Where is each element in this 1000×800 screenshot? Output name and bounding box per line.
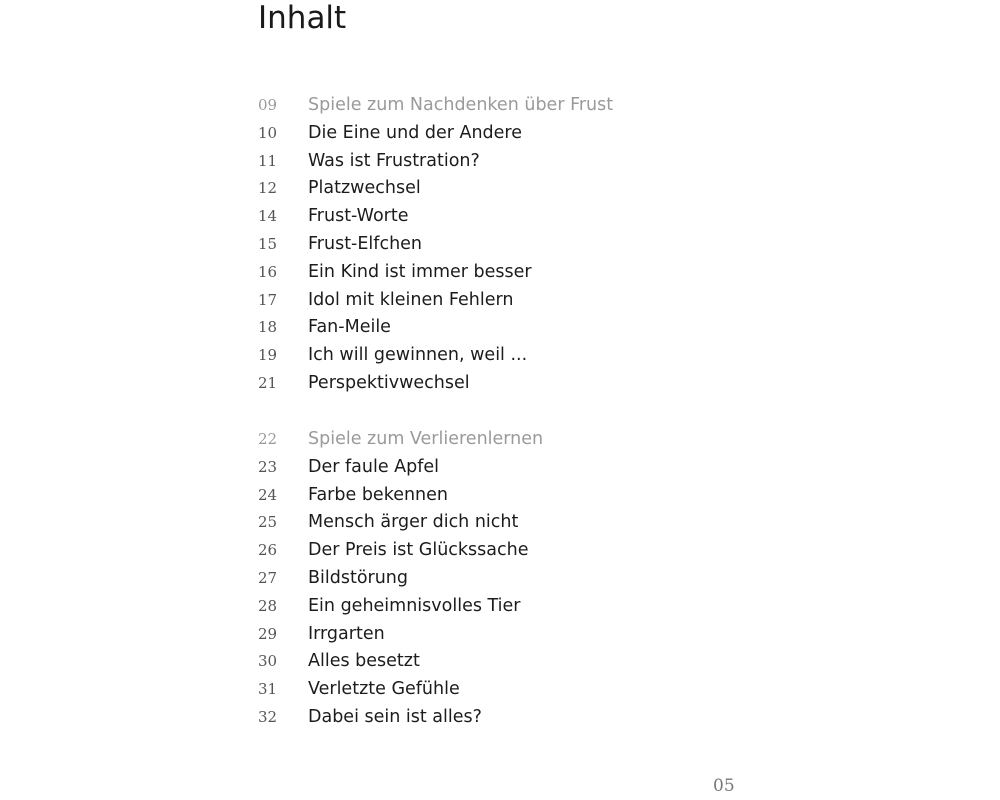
toc-page-number: 30 bbox=[258, 652, 278, 671]
toc-entry[interactable] bbox=[258, 259, 678, 287]
toc-page-number: 26 bbox=[258, 541, 278, 560]
toc-entry-title: Fan-Meile bbox=[308, 317, 391, 338]
toc-entry[interactable] bbox=[258, 203, 678, 231]
toc-entry[interactable] bbox=[258, 593, 678, 621]
toc-page-number: 11 bbox=[258, 151, 278, 170]
toc-entry[interactable] bbox=[258, 482, 678, 510]
toc-entry[interactable] bbox=[258, 370, 678, 398]
toc-entry[interactable] bbox=[258, 565, 678, 593]
toc-entry-title: Ein Kind ist immer besser bbox=[308, 261, 532, 282]
toc-entry[interactable] bbox=[258, 621, 678, 649]
toc-entry-title: Der faule Apfel bbox=[308, 456, 440, 477]
toc-entry-title: Dabei sein ist alles? bbox=[308, 706, 482, 727]
toc-entry-title: Was ist Frustration? bbox=[308, 150, 480, 171]
toc-page-number: 10 bbox=[258, 123, 278, 142]
toc-entry[interactable] bbox=[258, 287, 678, 315]
toc-page-number: 17 bbox=[258, 290, 278, 309]
toc-section-frust bbox=[258, 92, 678, 398]
toc-entry-title: Platzwechsel bbox=[308, 178, 421, 199]
toc-page-number: 29 bbox=[258, 624, 278, 643]
toc-entry-title: Farbe bekennen bbox=[308, 484, 449, 505]
toc-entry[interactable] bbox=[258, 509, 678, 537]
toc-page-number: 31 bbox=[258, 680, 278, 699]
toc-entry-title: Idol mit kleinen Fehlern bbox=[308, 289, 514, 310]
toc-heading-title: Spiele zum Nachdenken über Frust bbox=[308, 95, 614, 115]
toc-entry-title: Perspektivwechsel bbox=[308, 372, 470, 393]
toc-page-number: 25 bbox=[258, 513, 278, 532]
toc-page-number: 24 bbox=[258, 485, 278, 504]
toc-entry-title: Ich will gewinnen, weil ... bbox=[308, 345, 528, 366]
toc-entry-title: Bildstörung bbox=[308, 567, 409, 588]
toc-page-number: 12 bbox=[258, 179, 278, 198]
toc-entry[interactable] bbox=[258, 342, 678, 370]
toc-page-number: 16 bbox=[258, 262, 278, 281]
toc-entry-title: Alles besetzt bbox=[308, 651, 420, 672]
toc-entry-title: Verletzte Gefühle bbox=[308, 679, 460, 700]
toc-entry[interactable] bbox=[258, 314, 678, 342]
toc-page-number: 32 bbox=[258, 707, 278, 726]
toc-entry[interactable] bbox=[258, 676, 678, 704]
toc-page-number: 14 bbox=[258, 207, 278, 226]
toc-page-number: 09 bbox=[258, 96, 278, 114]
toc-page-number: 23 bbox=[258, 457, 278, 476]
toc-page-number: 22 bbox=[258, 430, 278, 448]
toc-page-number: 21 bbox=[258, 373, 278, 392]
toc-entry-title: Frust-Elfchen bbox=[308, 233, 423, 254]
toc-section-heading[interactable] bbox=[258, 92, 678, 120]
page-number: 05 bbox=[713, 776, 735, 796]
toc-section-verlieren bbox=[258, 426, 678, 732]
toc-page-number: 18 bbox=[258, 318, 278, 337]
toc-entry[interactable] bbox=[258, 120, 678, 148]
toc-page-number: 15 bbox=[258, 234, 278, 253]
toc-entry[interactable] bbox=[258, 648, 678, 676]
toc-section-heading[interactable] bbox=[258, 426, 678, 454]
toc-page-number: 19 bbox=[258, 346, 278, 365]
toc-entry-title: Mensch ärger dich nicht bbox=[308, 512, 519, 533]
toc-entry[interactable] bbox=[258, 148, 678, 176]
toc-entry-title: Der Preis ist Glückssache bbox=[308, 540, 529, 561]
toc-entry[interactable] bbox=[258, 704, 678, 732]
toc-entry-title: Ein geheimnisvolles Tier bbox=[308, 595, 521, 616]
toc-entry-title: Irrgarten bbox=[308, 623, 385, 644]
toc-entry-title: Die Eine und der Andere bbox=[308, 122, 523, 143]
toc-entry[interactable] bbox=[258, 231, 678, 259]
toc-entry[interactable] bbox=[258, 537, 678, 565]
toc-entry[interactable] bbox=[258, 454, 678, 482]
toc-entry-title: Frust-Worte bbox=[308, 206, 409, 227]
toc-page-number: 28 bbox=[258, 596, 278, 615]
toc-heading-title: Spiele zum Verlierenlernen bbox=[308, 429, 544, 449]
page-title: Inhalt bbox=[258, 0, 347, 36]
toc-entry[interactable] bbox=[258, 175, 678, 203]
toc-page-number: 27 bbox=[258, 568, 278, 587]
